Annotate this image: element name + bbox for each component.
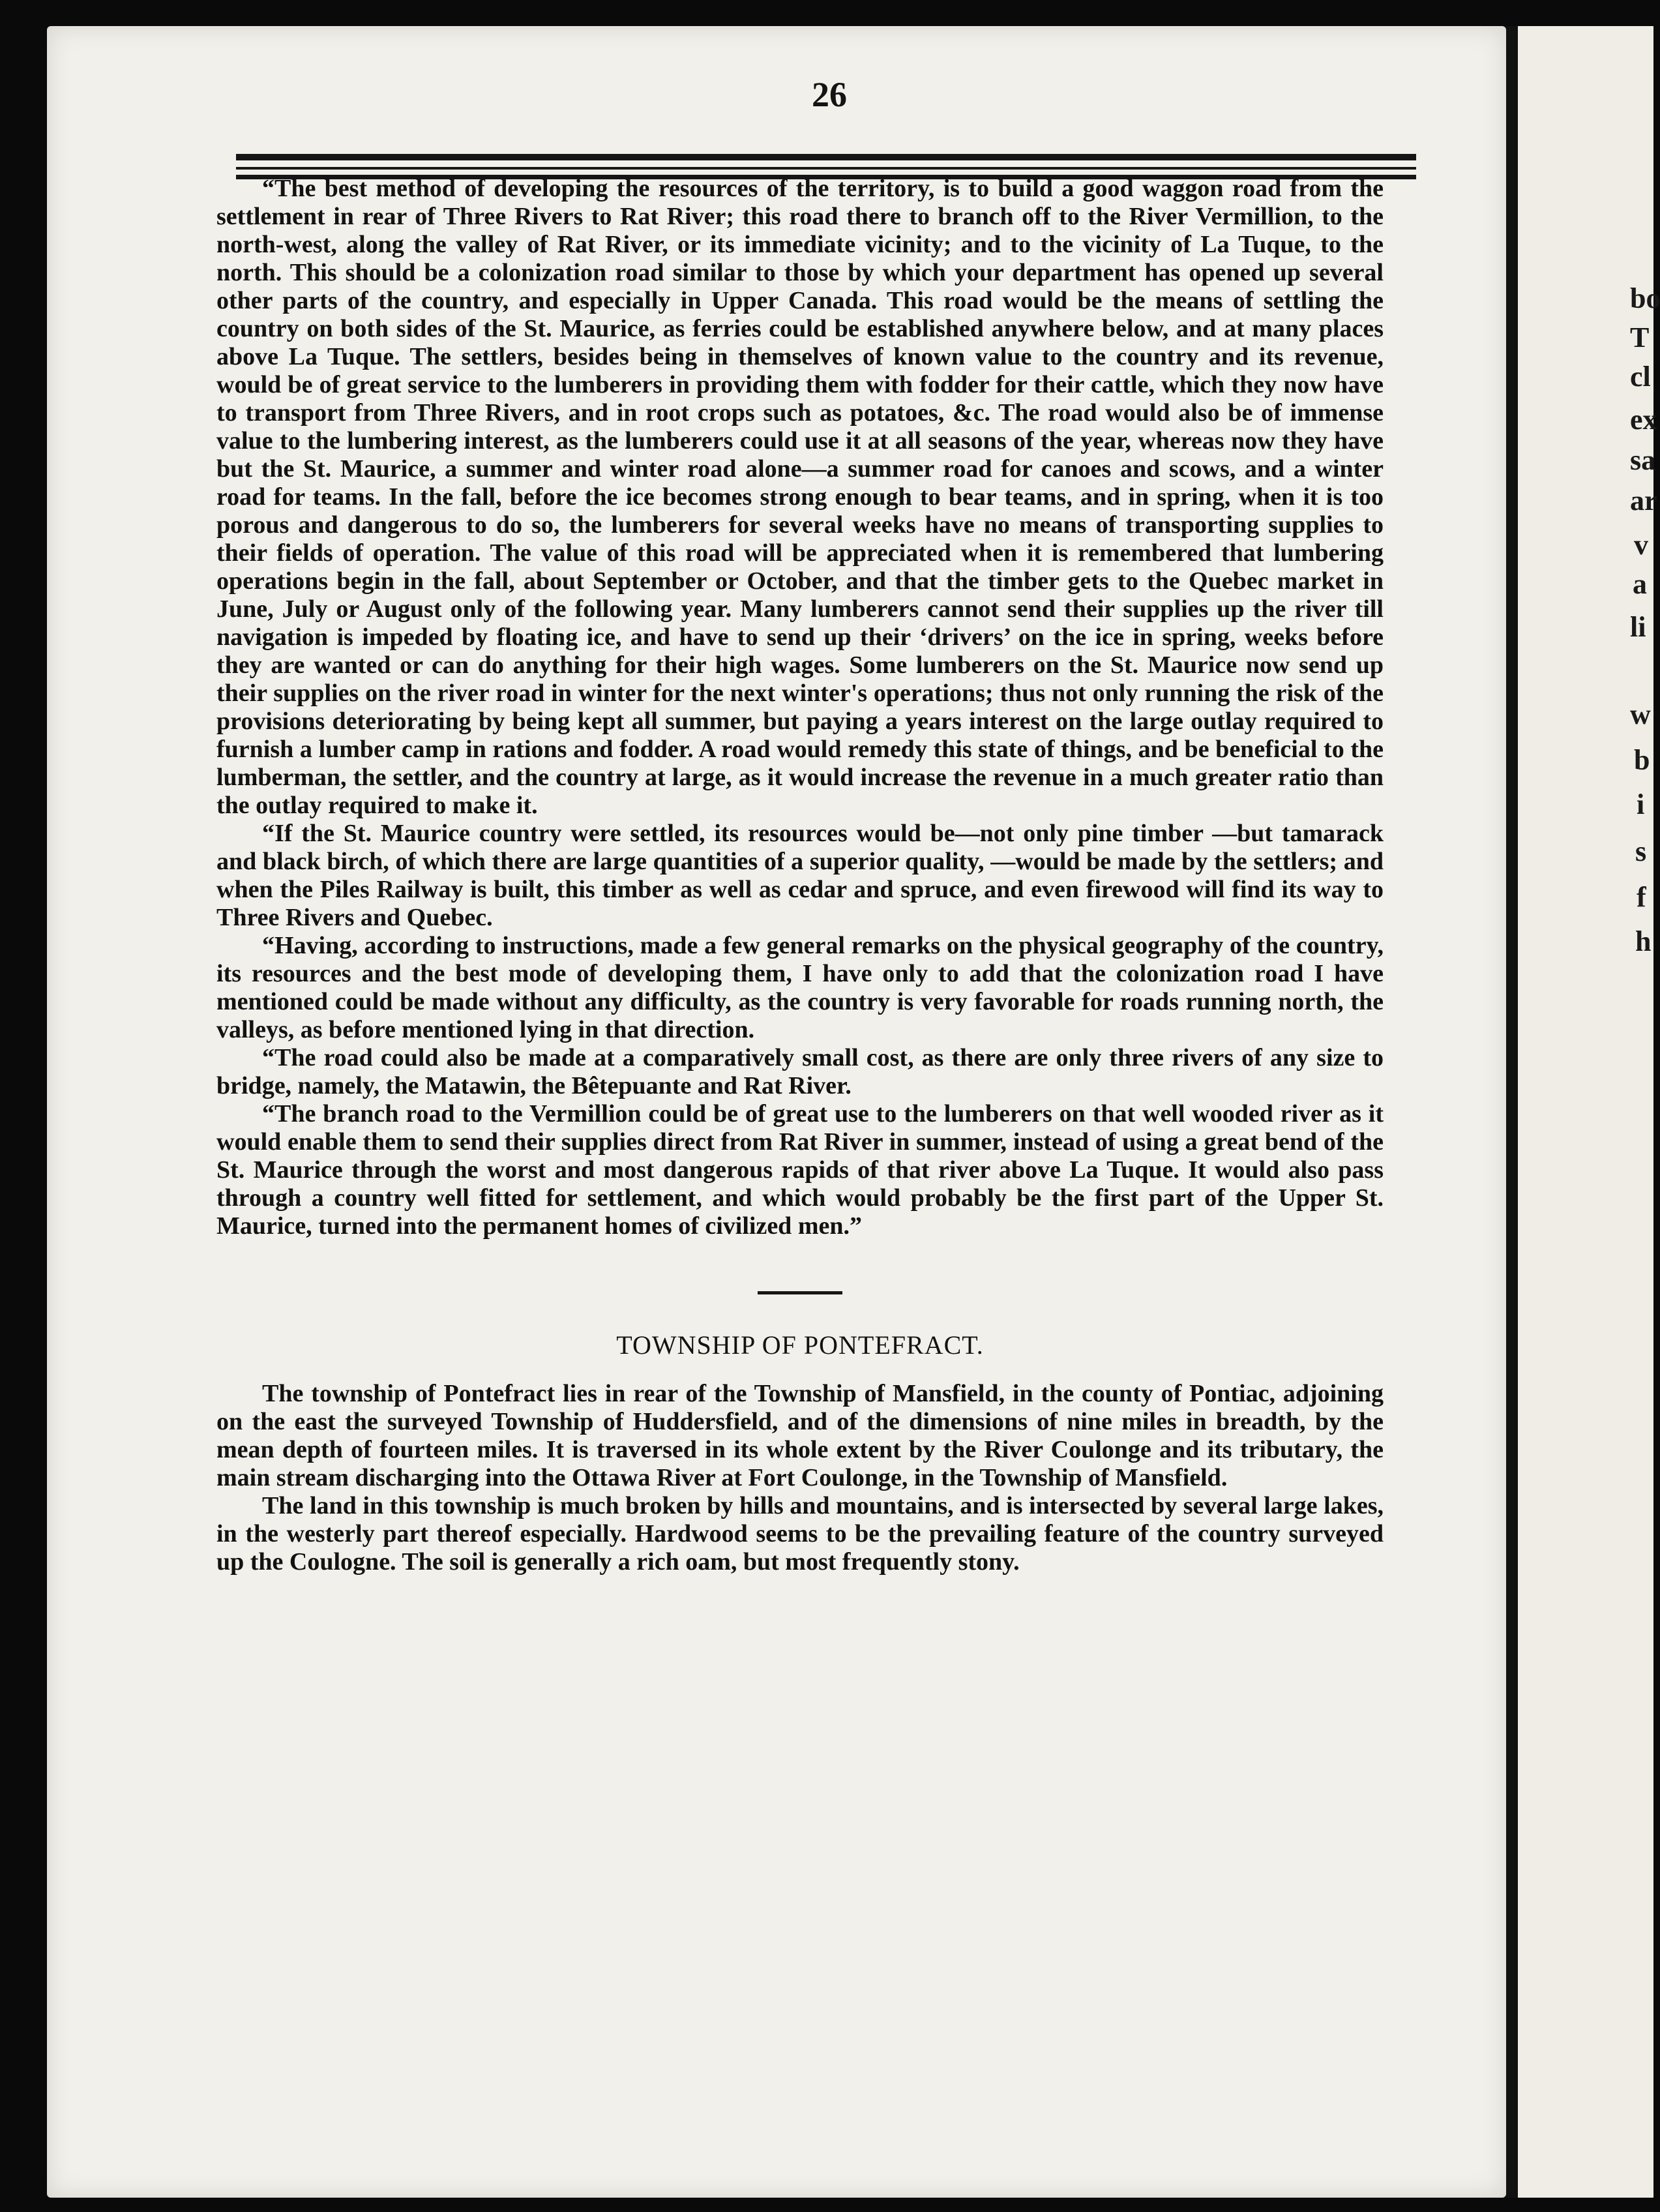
adjacent-page-fragment: ex: [1630, 404, 1657, 436]
adjacent-page-fragment: ar: [1630, 485, 1657, 516]
quoted-paragraph: “The branch road to the Vermillion could be of great use to the lumberers on that well wooded river as it would enable them to send their supplies direct from Rat River in summer, instead of using a great bend of the St. Maurice through the worst and most dangerous rapids of that river above La Tuque. It would also pass through a country well fitted for settlement, and which would probably be the first part of the Upper St. Maurice, turned into the permanent homes of civilized men.”: [216, 1100, 1384, 1240]
book-gutter: [1506, 26, 1518, 2198]
quoted-paragraph: “The best method of developing the resources of the territory, is to build a good waggon road from the settlement in rear of Three Rivers to Rat River; this road there to branch off to the River Vermillion, to the north-west, along the valley of Rat River, or its immediate vicinity; and to the vicinity of La Tuque, to the north. This should be a colonization road similar to those by which your department has opened up several other parts of the country, and especially in Upper Canada. This road would be the means of settling the country on both sides of the St. Maurice, as ferries could be established anywhere below, and at many places above La Tuque. The settlers, besides being in themselves of known value to the country and its revenue, would be of great service to the lumberers in providing them with fodder for their cattle, which they now have to transport from Three Rivers, and in root crops such as potatoes, &c. The road would also be of immense value to the lumbering interest, as the lumberers could use it at all seasons of the year, whereas now they have but the St. Maurice, a summer and winter road alone—a summer road for canoes and scows, and a winter road for teams. In the fall, before the ice becomes strong enough to bear teams, and in spring, when it is too porous and dangerous to do so, the lumberers for several weeks have no means of transporting supplies to their fields of operation. The value of this road will be appreciated when it is remembered that lumbering operations begin in the fall, about September or October, and that the timber gets to the Quebec market in June, July or August only of the following year. Many lumberers cannot send their supplies up the river till navigation is impeded by floating ice, and have to send up their ‘drivers’ on the ice in spring, weeks before they are wanted or can do anything for their high wages. Some lumberers on the St. Maurice now send up their supplies on the river road in winter for the next winter's operations; thus not only running the risk of the provisions deteriorating by being kept all summer, but paying a years interest on the large outlay required to furnish a lumber camp in rations and fodder. A road would remedy this state of things, and be beneficial to the lumberman, the settler, and the country at large, as it would increase the revenue in a much greater ratio than the outlay required to make it.: [216, 175, 1384, 819]
section-title: TOWNSHIP OF PONTEFRACT.: [616, 1330, 984, 1360]
header-rule-thin: [236, 167, 1416, 170]
page-body: [216, 175, 1384, 1576]
quoted-paragraph: “The road could also be made at a comparatively small cost, as there are only three rivers of any size to bridge, namely, the Matawin, the Bêtepuante and Rat River.: [216, 1044, 1384, 1099]
adjacent-page-fragment: sa: [1630, 444, 1656, 476]
adjacent-page-fragment: s: [1635, 835, 1647, 867]
adjacent-page-fragment: b: [1634, 744, 1650, 776]
adjacent-page-fragment: w: [1630, 698, 1651, 730]
section-divider: [758, 1291, 842, 1294]
adjacent-page-fragment: bo: [1630, 282, 1660, 314]
adjacent-page-fragment: li: [1630, 611, 1646, 643]
adjacent-page-fragment: i: [1637, 788, 1645, 820]
adjacent-page-fragment: h: [1635, 925, 1652, 957]
adjacent-page-fragment: cl: [1630, 361, 1651, 393]
adjacent-page-edge: [1518, 26, 1660, 2198]
page-number: 26: [812, 75, 847, 114]
adjacent-page-fragment: f: [1637, 881, 1646, 913]
adjacent-page-fragment: T: [1630, 321, 1650, 353]
header-rule-thick: [236, 154, 1416, 160]
adjacent-page-fragment: a: [1633, 568, 1647, 600]
section-paragraph: The township of Pontefract lies in rear of the Township of Mansfield, in the county of Pontiac, adjoining on the east the surveyed Township of Huddersfield, and of the dimensions of nine miles in breadth, by the mean depth of fourteen miles. It is traversed in its whole extent by the River Coulonge and its tributary, the main stream discharging into the Ottawa River at Fort Coulonge, in the Township of Mansfield.: [216, 1380, 1384, 1491]
quoted-paragraph: “Having, according to instructions, made a few general remarks on the physical geography of the country, its resources and the best mode of developing them, I have only to add that the colonization road I have mentioned could be made without any difficulty, as the country is very favorable for roads running north, the valleys, as before mentioned lying in that direction.: [216, 932, 1384, 1043]
section-paragraph: The land in this township is much broken by hills and mountains, and is intersected by several large lakes, in the westerly part thereof especially. Hardwood seems to be the prevailing feature of the country surveyed up the Coulogne. The soil is generally a rich oam, but most frequently stony.: [216, 1492, 1384, 1576]
quoted-paragraph: “If the St. Maurice country were settled, its resources would be—not only pine timber —but tamarack and black birch, of which there are large quantities of a superior quality, —would be made by the settlers; and when the Piles Railway is built, this timber as well as cedar and spruce, and even firewood will find its way to Three Rivers and Quebec.: [216, 820, 1384, 931]
adjacent-page-fragment: v: [1634, 529, 1648, 561]
